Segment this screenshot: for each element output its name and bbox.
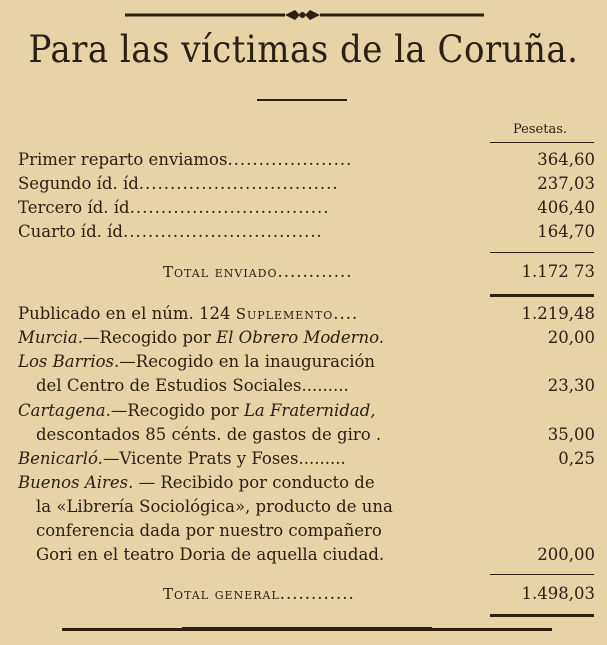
list-item <box>18 326 595 350</box>
leader-dots: ............ <box>279 584 355 603</box>
currency-header: Pesetas. <box>513 122 567 137</box>
total-general-label: Total general <box>163 585 280 603</box>
leader-dots: ................................ <box>122 222 323 241</box>
list-item <box>18 148 595 172</box>
leader-dots: ............ <box>277 262 353 281</box>
item-amount: 237,03 <box>537 174 595 193</box>
item-amount: 200,00 <box>537 545 595 564</box>
item-label: Cuarto íd. íd <box>18 222 123 241</box>
list-item-continuation <box>18 423 595 447</box>
header-ornament <box>0 8 607 22</box>
total-rule <box>490 294 594 297</box>
item-label: Segundo íd. íd <box>18 174 139 193</box>
supplement-label: Suplemento <box>235 305 334 323</box>
list-item <box>18 399 595 423</box>
list-item <box>18 471 595 495</box>
item-amount: 35,00 <box>547 425 595 444</box>
item-label: Primer reparto enviamos <box>18 150 228 169</box>
leader-dots: .................... <box>227 150 353 169</box>
footer-rule <box>62 628 552 631</box>
place-name: Cartagena. <box>18 401 111 420</box>
item-label: —Recogido por <box>83 328 217 347</box>
place-name: Buenos Aires. <box>18 473 134 492</box>
total-sent-label: Total enviado <box>163 263 278 281</box>
subtotal-rule <box>490 574 594 575</box>
place-name: Los Barrios. <box>18 352 120 371</box>
list-item <box>18 447 595 471</box>
item-label: Gori en el teatro Doria de aquella ciudad. <box>36 545 385 564</box>
list-item <box>18 350 595 374</box>
item-label: descontados 85 cénts. de gastos de giro . <box>36 425 382 444</box>
leader-dots: .... <box>333 304 359 323</box>
list-item-continuation <box>18 495 595 519</box>
item-amount: 20,00 <box>547 328 595 347</box>
item-label: Publicado en el núm. 124 <box>18 304 236 323</box>
item-label: conferencia dada por nuestro compañero <box>36 521 382 540</box>
currency-header-rule <box>490 142 594 143</box>
title-underline <box>257 99 347 101</box>
item-label: la «Librería Sociológica», producto de una <box>36 497 393 516</box>
list-item <box>18 172 595 196</box>
list-item <box>18 302 595 326</box>
item-label: Tercero íd. íd <box>18 198 130 217</box>
item-label: —Vicente Prats y Foses......... <box>102 449 346 468</box>
leader-dots: ................................ <box>138 174 339 193</box>
item-amount: 406,40 <box>537 198 595 217</box>
org-name: La Fraternidad, <box>243 401 376 420</box>
total-sent-row <box>18 260 595 284</box>
item-label: — Recibido por conducto de <box>133 473 375 492</box>
org-name: El Obrero Moderno. <box>216 328 385 347</box>
item-amount: 1.219,48 <box>521 304 595 323</box>
item-label: —Recogido en la inauguración <box>119 352 376 371</box>
item-amount: 23,30 <box>547 376 595 395</box>
list-item <box>18 220 595 244</box>
page-title: Para las víctimas de la Coruña. <box>28 28 579 71</box>
item-amount: 364,60 <box>537 150 595 169</box>
item-amount: 0,25 <box>558 449 595 468</box>
item-label: —Recogido por <box>110 401 244 420</box>
total-sent-amount: 1.172 73 <box>521 262 595 281</box>
total-general-row <box>18 582 595 606</box>
leader-dots: ................................ <box>129 198 330 217</box>
item-label: del Centro de Estudios Sociales......... <box>36 376 349 395</box>
list-item <box>18 196 595 220</box>
list-item-continuation <box>18 519 595 543</box>
list-item-continuation <box>18 543 595 567</box>
subtotal-rule <box>490 252 594 253</box>
item-amount: 164,70 <box>537 222 595 241</box>
place-name: Benicarló. <box>18 449 103 468</box>
list-item-continuation <box>18 374 595 398</box>
total-general-amount: 1.498,03 <box>521 584 595 603</box>
place-name: Murcia. <box>18 328 84 347</box>
total-rule <box>490 614 594 617</box>
